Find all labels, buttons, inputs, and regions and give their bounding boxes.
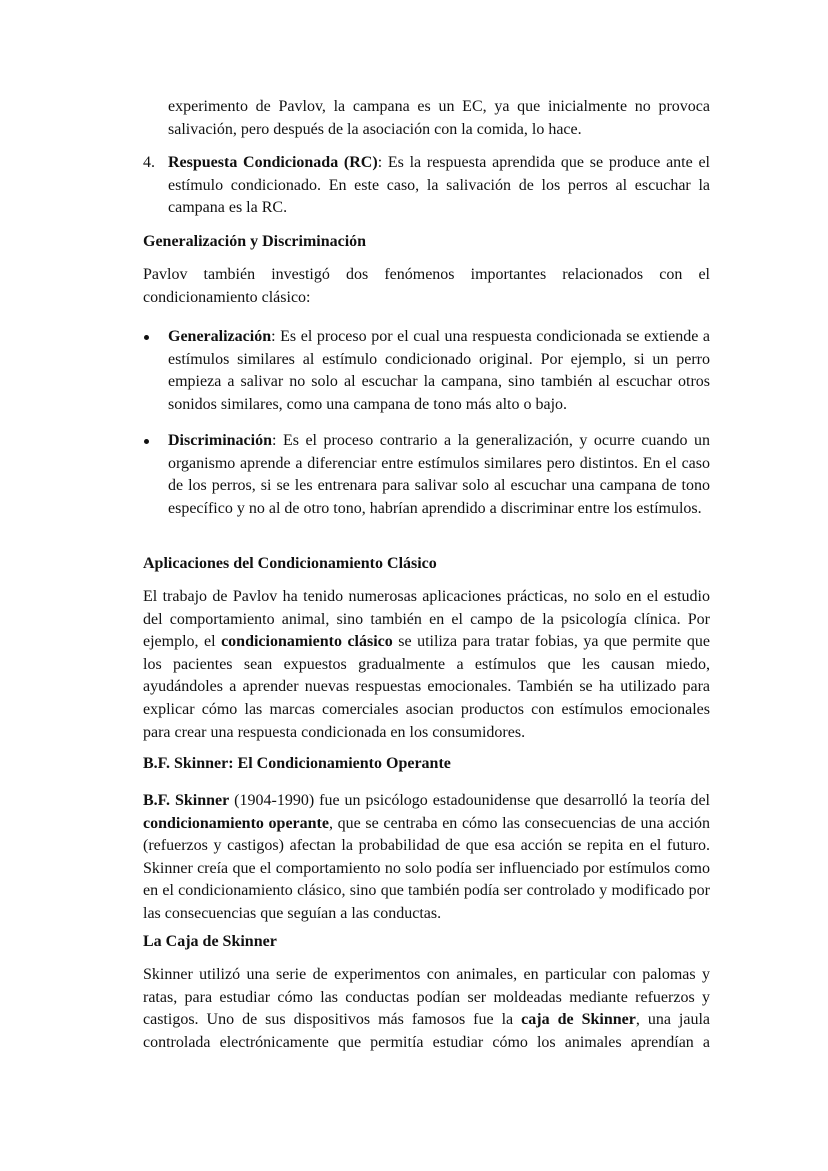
- heading-caja: La Caja de Skinner: [143, 933, 277, 950]
- paragraph: [143, 586, 710, 744]
- text: experimento de Pavlov, la campana es un EC, ya que inicialmente no provoca salivación, pero después de la asociación con la comida, lo hace.: [168, 98, 710, 138]
- paragraph: [143, 964, 710, 1054]
- text: El trabajo de Pavlov ha tenido numerosas aplicaciones prácticas, no solo en el estudio del comportamiento animal, sino también en el campo de la psicología clínica. Por ejemplo, el: [143, 588, 710, 651]
- term: condicionamiento clásico: [221, 633, 393, 651]
- bullet-icon: [144, 335, 149, 340]
- text: se utiliza para tratar fobias, ya que permite que los pacientes sean expuestos gradualmente a estímulos que les causan miedo, ayudándoles a aprender nuevas respuestas emocionales. También se ha utilizado para explicar cómo las marcas comerciales asocian productos con estímulos emocionales para crear una respuesta condicionada en los consumidores.: [143, 633, 710, 741]
- heading-skinner: B.F. Skinner: El Condicionamiento Operante: [143, 755, 451, 772]
- text: : Es el proceso por el cual una respuesta condicionada se extiende a estímulos similares al estímulo condicionado original. Por ejemplo, si un perro empieza a salivar no solo al escuchar la campana, sino también al escuchar otros sonidos similares, como una campana de tono más alto o bajo.: [168, 328, 710, 413]
- bullet-item: [168, 326, 710, 416]
- text: (1904-1990) fue un psicólogo estadounidense que desarrolló la teoría del: [229, 792, 710, 809]
- bullet-icon: [144, 439, 149, 444]
- paragraph: Pavlov también investigó dos fenómenos importantes relacionados con el condicionamiento clásico:: [143, 266, 710, 306]
- text: : Es la respuesta aprendida que se produce ante el estímulo condicionado. En este caso, la salivación de los perros al escuchar la campana es la RC.: [168, 154, 710, 217]
- term: condicionamiento operante: [143, 814, 329, 832]
- term: Generalización: [168, 328, 272, 345]
- heading-aplicaciones: Aplicaciones del Condicionamiento Clásico: [143, 555, 437, 572]
- text: , una jaula controlada electrónicamente que permitía estudiar cómo los animales aprendían a: [143, 1011, 711, 1051]
- bullet-item: [168, 430, 710, 520]
- term: caja de Skinner: [521, 1011, 636, 1029]
- heading-generalizacion: Generalización y Discriminación: [143, 233, 367, 250]
- paragraph-continuation: [168, 96, 710, 141]
- text: , que se centraba en cómo las consecuencias de una acción (refuerzos y castigos) afectan la probabilidad de que esa acción se repita en el futuro. Skinner creía que el comportamiento no solo podía ser influenciado por estímulos como en el condicionamiento clásico, sino que también podía ser controlado y modificado por las consecuencias que seguían a las conductas.: [143, 814, 710, 922]
- text: Skinner utilizó una serie de experimentos con animales, en particular con palomas y ratas, para estudiar cómo las conductas podían ser moldeadas mediante refuerzos y castigos. Uno de sus dispositivos más famosos fue la: [143, 966, 710, 1029]
- term: B.F. Skinner: [143, 792, 230, 809]
- list-marker: 4.: [143, 154, 155, 171]
- list-item-4: [143, 152, 710, 220]
- paragraph: [143, 790, 710, 926]
- text: : Es el proceso contrario a la generalización, y ocurre cuando un organismo aprende a diferenciar entre estímulos similares pero distintos. En el caso de los perros, si se les entrenara para salivar solo al escuchar una campana de tono específico y no al de otro tono, habrían aprendido a discriminar entre los estímulos.: [168, 432, 710, 517]
- term: Discriminación: [168, 432, 272, 449]
- term: Respuesta Condicionada (RC): [168, 154, 378, 171]
